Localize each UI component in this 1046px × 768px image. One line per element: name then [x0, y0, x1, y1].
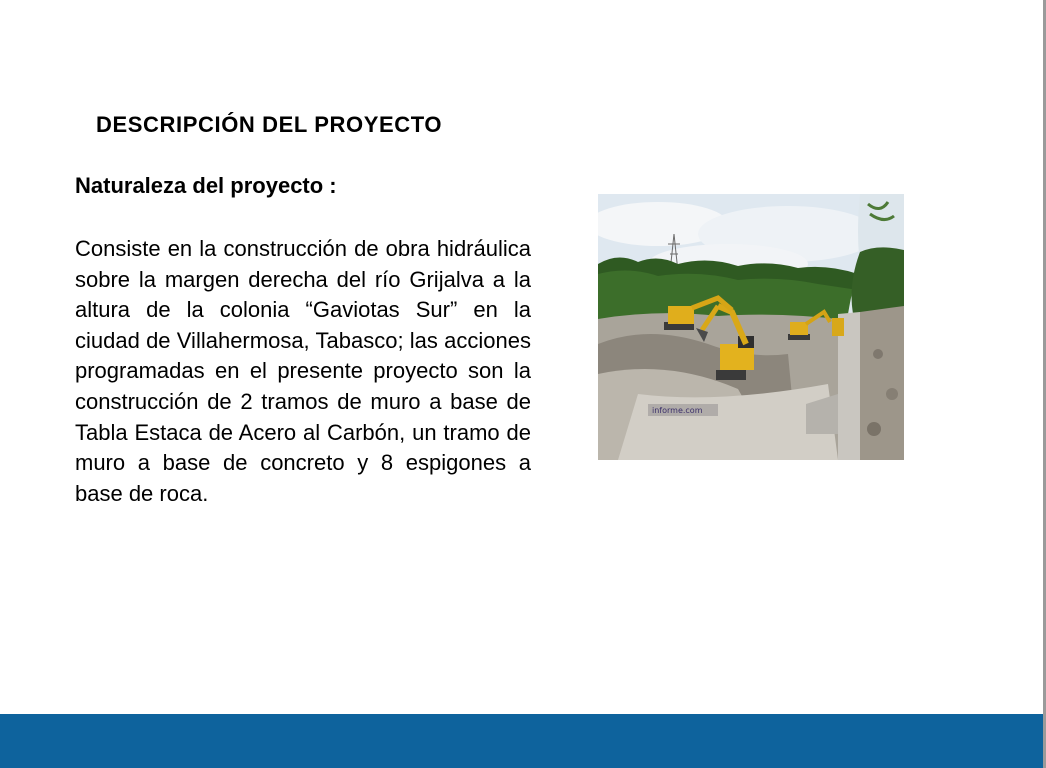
footer-bar — [0, 714, 1043, 768]
slide-title: DESCRIPCIÓN DEL PROYECTO — [96, 112, 443, 137]
project-description: Consiste en la construcción de obra hidráulica sobre la margen derecha del río Grijalva a la altura de la colonia “Gaviotas Sur” en la ciudad de Villahermosa, Tabasco; las acciones programadas en el presente proyecto son la construcción de 2 tramos de muro a base de Tabla Estaca de Acero al Carbón, un tramo de muro a base de concreto y 8 espigones a base de roca. — [75, 236, 531, 506]
photo-watermark: informe.com — [652, 406, 703, 415]
construction-photo — [598, 194, 904, 460]
section-subtitle: Naturaleza del proyecto : — [75, 173, 337, 198]
